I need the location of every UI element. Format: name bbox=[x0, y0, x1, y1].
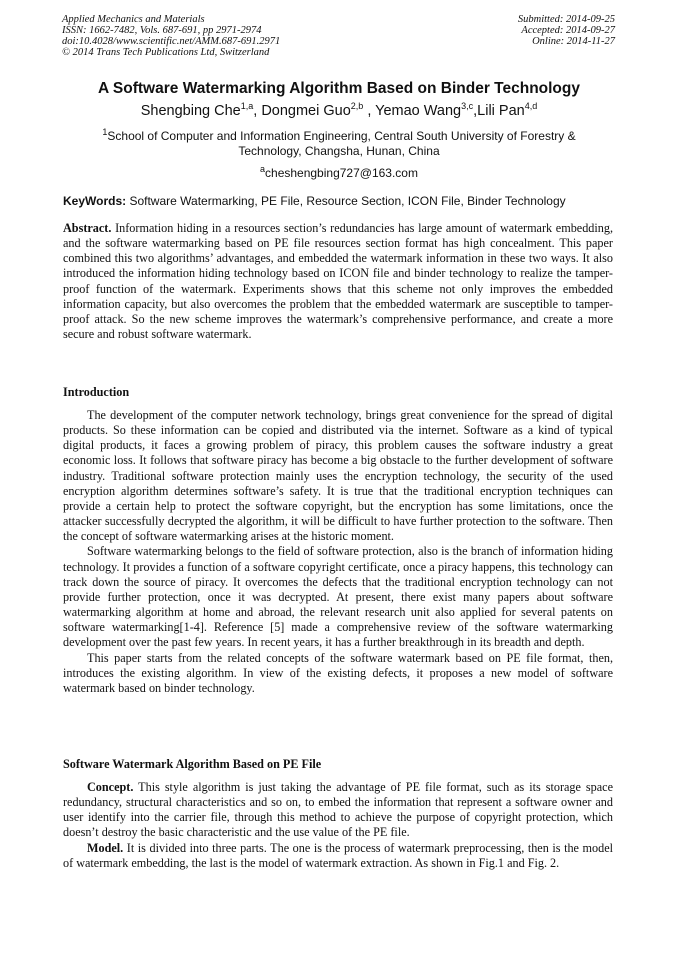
section-heading-introduction: Introduction bbox=[63, 385, 130, 399]
keywords-label: KeyWords: bbox=[63, 194, 127, 208]
introduction-body bbox=[63, 408, 613, 696]
journal-header bbox=[62, 14, 280, 58]
author-name: Dongmei Guo bbox=[261, 103, 351, 119]
submission-dates bbox=[518, 14, 615, 47]
paper-title: A Software Watermarking Algorithm Based on Binder Technology bbox=[98, 80, 580, 97]
author-affiliation-mark: 2,b bbox=[350, 101, 364, 112]
author-name: Yemao Wang bbox=[375, 103, 462, 119]
submitted-date: Submitted: 2014-09-25 bbox=[517, 14, 615, 25]
paragraph: Software watermarking belongs to the field of software protection, also is the branch of information hiding technology. It provides a function of a software copyright certificate, once a piracy happens, this technology can track down the source of piracy. It overcomes the defects that the traditional encryption technology can not provide further protection, once it was decrypted. At present, there exist many papers about software watermarking algorithm at home and abroad, the relevant research unit also applied for several patents on software watermarking[1-4]. Reference [5] made a comprehensive review of the software watermarking development over the past few years. In recent years, it has a further breakthrough in its breadth and depth. bbox=[63, 544, 613, 650]
paragraph: The development of the computer network technology, brings great convenience for the spread of digital products. So these information can be copied and distributed via the internet. Software as a kind of typical digital products, it faces a growing problem of piracy, this problem causes the software industry a great economic loss. It follows that software piracy has become a big obstacle to the further development of software industry. Traditional software protection mainly uses the encryption technology, the security of the used encryption algorithm determines software’s safety. It is true that the traditional encryption techniques can provide a certain help to protect the software copyright, but the encryption has some limitations, once the attacker successfully decrypted the algorithm, it will be difficult to have further protection to the software. Then the concept of software watermarking arises at the historic moment. bbox=[63, 408, 613, 544]
model-label: Model. bbox=[87, 840, 124, 855]
model-text: It is divided into three parts. The one is the process of watermark preprocessing, then is the model of watermark embedding, the last is the model of watermark extraction. As shown in Fig.1 and Fig. 2. bbox=[63, 840, 613, 870]
keywords-text: Software Watermarking, PE File, Resource Section, ICON File, Binder Technology bbox=[126, 194, 566, 208]
author-affiliation-mark: 4,d bbox=[524, 101, 538, 112]
journal-issn: ISSN: 1662-7482, Vols. 687-691, pp 2971-2974 bbox=[62, 25, 262, 36]
paragraph bbox=[63, 780, 613, 841]
abstract bbox=[63, 221, 613, 342]
section-heading-pe-file: Software Watermark Algorithm Based on PE File bbox=[63, 757, 322, 771]
accepted-date: Accepted: 2014-09-27 bbox=[521, 25, 615, 36]
author-email bbox=[40, 166, 638, 180]
email-mark: a bbox=[260, 164, 266, 174]
affiliation bbox=[80, 129, 598, 159]
concept-text: This style algorithm is just taking the advantage of PE file format, such as its storage space redundancy, structural characteristics and so on, to embed the information that represent a software owner and user identify into the carrier file, through this method to achieve the purpose of copyright protection, which doesn’t destroy the basic characteristic and the use value of the PE file. bbox=[63, 780, 613, 840]
author-name: Lili Pan bbox=[477, 103, 525, 119]
abstract-label: Abstract. bbox=[63, 221, 112, 235]
author-affiliation-mark: 1,a bbox=[240, 101, 254, 112]
journal-name: Applied Mechanics and Materials bbox=[62, 14, 205, 25]
concept-label: Concept. bbox=[87, 780, 134, 794]
author-affiliation-mark: 3,c bbox=[461, 101, 474, 112]
affiliation-mark: 1 bbox=[102, 127, 108, 137]
journal-copyright: © 2014 Trans Tech Publications Ltd, Switzerland bbox=[62, 47, 270, 58]
journal-doi: doi:10.4028/www.scientific.net/AMM.687-691.2971 bbox=[62, 36, 281, 47]
email-address: cheshengbing727@163.com bbox=[265, 166, 418, 180]
paragraph: This paper starts from the related concepts of the software watermark based on PE file format, then, introduces the existing algorithm. In view of the existing defects, it proposes a new model of software watermark based on binder technology. bbox=[63, 650, 613, 695]
author-list: Shengbing Che$^{1,a}$, Dongmei Guo$^{2,b}$ , Yemao Wang$^{3,c}$,Lili Pan$^{4,d}$ bbox=[140, 101, 538, 119]
paragraph bbox=[63, 841, 613, 871]
online-date: Online: 2014-11-27 bbox=[532, 36, 615, 47]
author-name: Shengbing Che bbox=[140, 103, 241, 119]
keywords bbox=[63, 194, 623, 208]
abstract-text: Information hiding in a resources section’s redundancies has large amount of watermark embedding, and the software watermarking based on PE file resources section format has high concealment. This paper combined this two algorithms’ advantages, and embedded the watermark information in these two ways. It also introduced the information hiding technology based on ICON file and binder technology to realize the tamper-proof function of the watermark. Experiments shows that this scheme not only improves the embedded information capacity, but also overcomes the problem that the embedded watermark are susceptible to tamper-proof attack. So the new scheme improves the watermark’s comprehensive performance, and create a more secure and robust software watermark. bbox=[63, 221, 613, 342]
section-pe-file-body bbox=[63, 780, 613, 871]
affiliation-text: School of Computer and Information Engineering, Central South University of Forestry & Technology, Changsha, Hunan, China bbox=[107, 129, 576, 158]
